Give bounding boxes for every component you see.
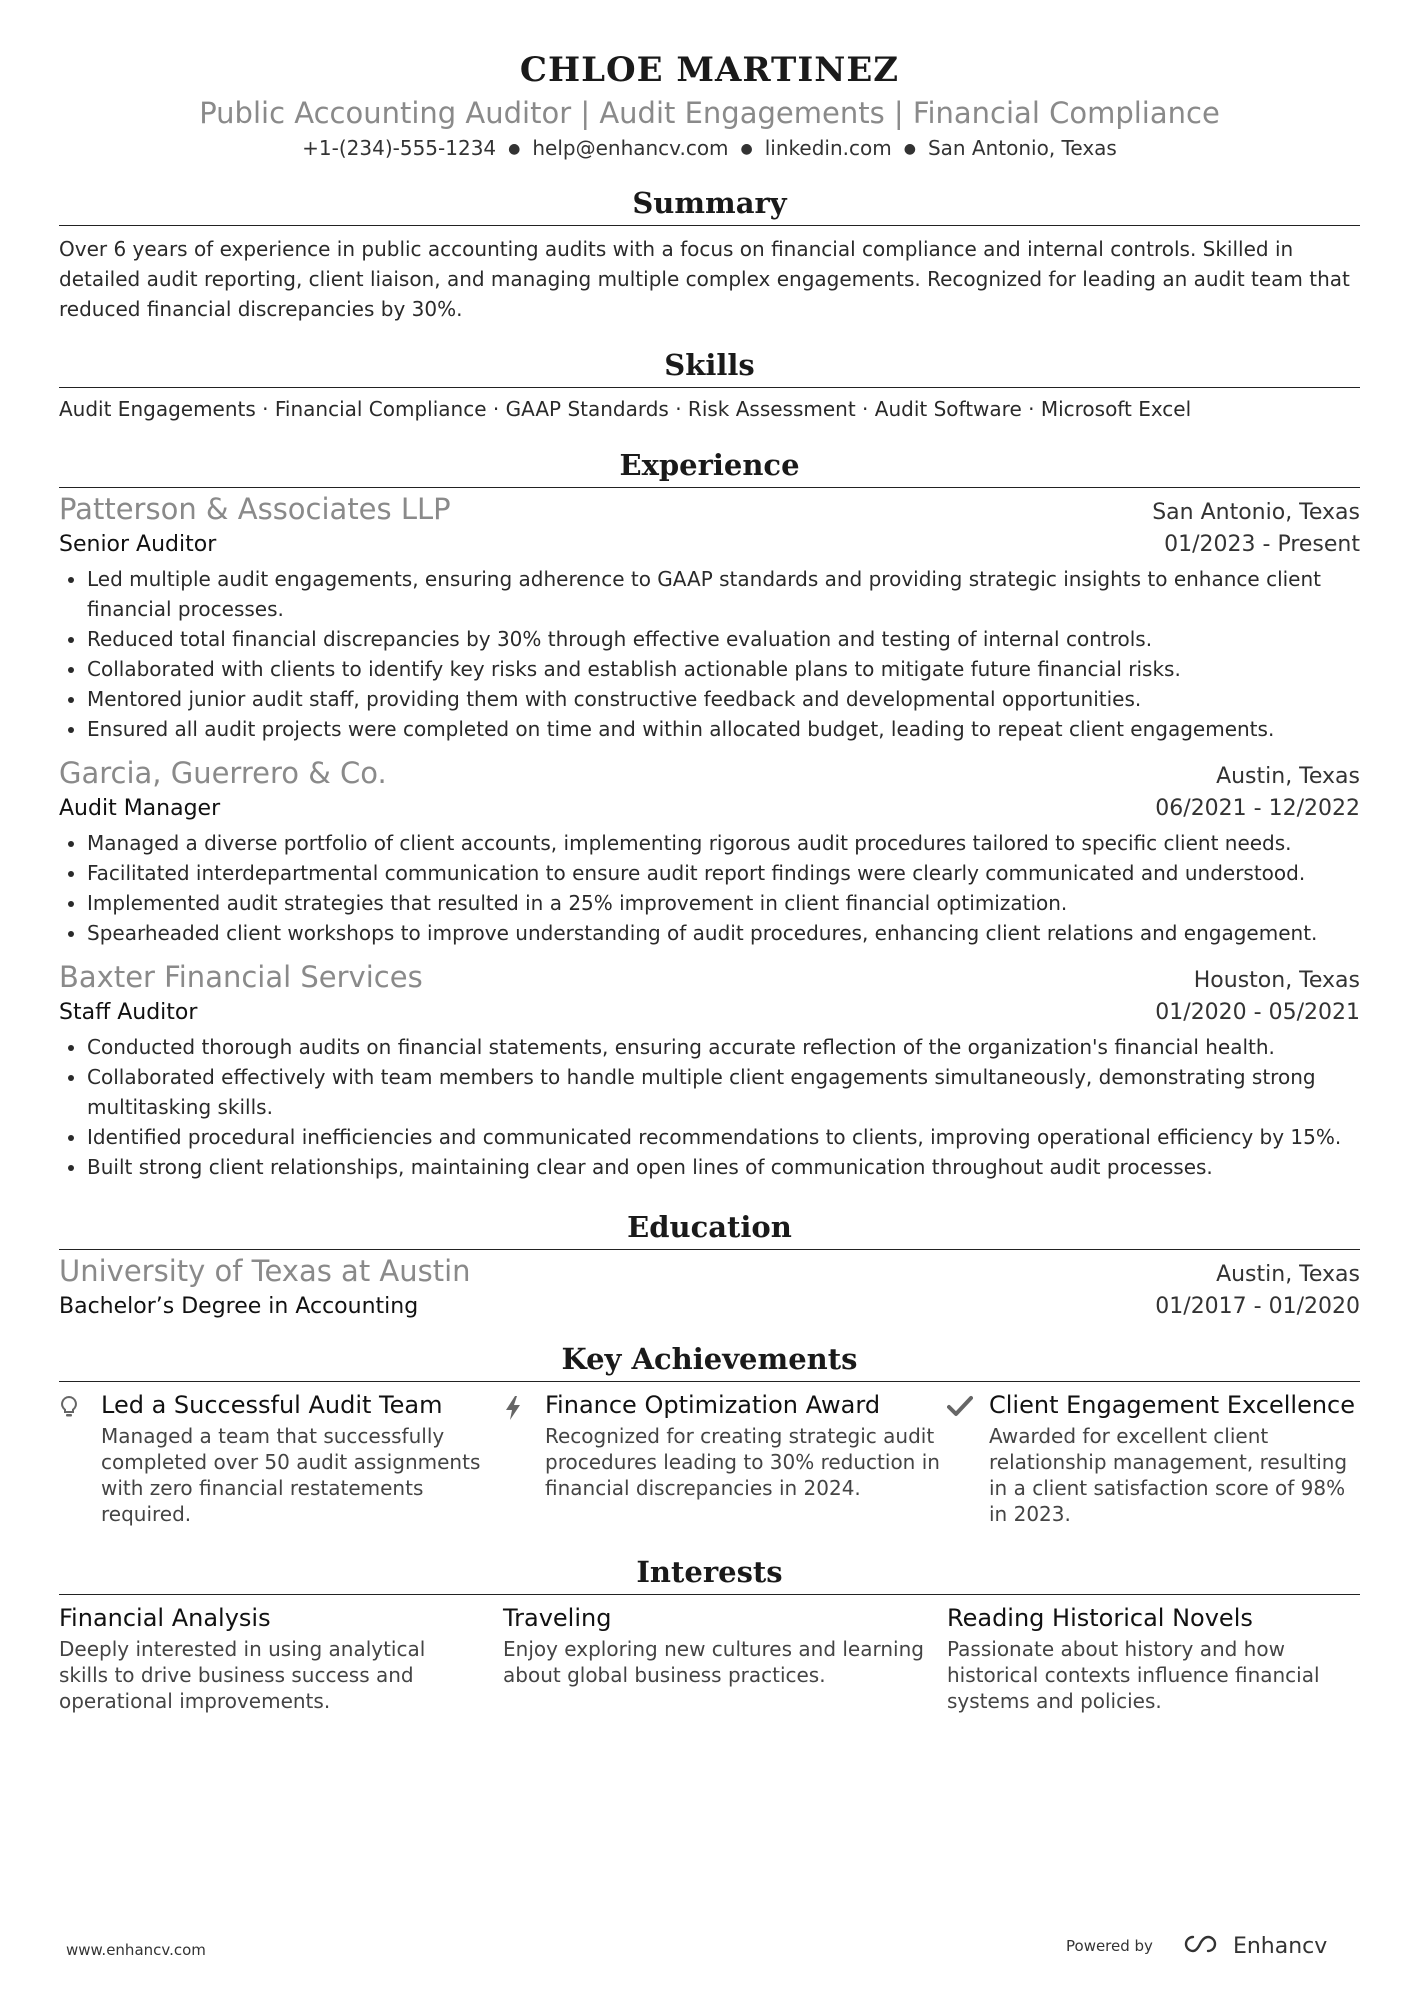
achievements-title: Key Achievements [59,1340,1360,1382]
job-location: Houston, Texas [1193,968,1360,993]
interest-item [947,1602,1360,1714]
contact-line [59,133,1360,164]
job-bullets [59,564,1360,744]
list-item: • Implemented audit strategies that resulted in a 25% improvement in client financial optimization. [87,888,1360,918]
interests-section [59,1553,1360,1714]
job-dates: 01/2020 - 05/2021 [1155,1000,1360,1025]
achievements-section [59,1340,1360,1527]
interest-desc: Deeply interested in using analytical skills to drive business success and operational improvements. [59,1637,426,1713]
phone[interactable]: +1-(234)-555-1234 [302,136,497,160]
interest-desc: Passionate about history and how historical contexts influence financial systems and policies. [947,1637,1320,1713]
job-location: Austin, Texas [1216,764,1360,789]
list-item: • Reduced total financial discrepancies by 30% through effective evaluation and testing of internal controls. [87,624,1360,654]
skills-title: Skills [59,346,1360,388]
school-location: Austin, Texas [1216,1262,1360,1287]
achievement-title: Finance Optimization Award [545,1391,881,1419]
lightning-bolt-icon [503,1389,545,1527]
list-item: • Facilitated interdepartmental communication to ensure audit report findings were clearly communicated and understood. [87,858,1360,888]
list-item: • Identified procedural inefficiencies and communicated recommendations to clients, improving operational efficiency by 15%. [87,1122,1360,1152]
interest-item [503,1602,947,1714]
job-role: Staff Auditor [59,1000,198,1025]
interest-title: Reading Historical Novels [947,1604,1253,1632]
school-name: University of Texas at Austin [59,1254,471,1288]
summary-text: Over 6 years of experience in public accounting audits with a focus on financial compliance and internal controls. Skilled in detailed audit reporting, client liaison, and managing multiple complex engagements. Recognized for leading an audit team that reduced financial discrepancies by 30%. [59,237,1350,321]
job-bullets [59,1032,1360,1182]
job-location: San Antonio, Texas [1152,500,1360,525]
list-item: • Ensured all audit projects were completed on time and within allocated budget, leading to repeat client engagements. [87,714,1360,744]
linkedin-link[interactable]: linkedin.com [764,136,892,160]
job-role: Audit Manager [59,796,221,821]
job-company: Baxter Financial Services [59,960,423,994]
education-section [59,1208,1360,1324]
summary-title: Summary [59,184,1360,226]
interest-desc: Enjoy exploring new cultures and learning about global business practices. [503,1637,924,1687]
footer-website-link[interactable]: www.enhancv.com [66,1941,206,1959]
separator-dot-icon: ● [508,141,521,157]
job-company: Patterson & Associates LLP [59,492,451,526]
list-item: • Collaborated with clients to identify key risks and establish actionable plans to mitigate future financial risks. [87,654,1360,684]
experience-section [59,446,1360,1182]
achievement-item [503,1389,947,1527]
separator-dot-icon: ● [903,141,916,157]
interests-grid [59,1602,1360,1714]
list-item: • Built strong client relationships, maintaining clear and open lines of communication throughout audit processes. [87,1152,1360,1182]
interest-title: Financial Analysis [59,1604,271,1632]
job-role: Senior Auditor [59,532,217,557]
skills-section [59,346,1360,424]
brand-name[interactable]: Enhancv [1232,1933,1328,1959]
footer-branding [1066,1933,1327,1959]
education-dates: 01/2017 - 01/2020 [1155,1294,1360,1319]
achievement-item [947,1389,1360,1527]
separator-dot-icon: ● [740,141,753,157]
job-entry [59,754,1360,948]
experience-title: Experience [59,446,1360,488]
list-item: • Managed a diverse portfolio of client accounts, implementing rigorous audit procedures tailored to specific client needs. [87,828,1360,858]
achievement-title: Led a Successful Audit Team [101,1391,443,1419]
job-bullets [59,828,1360,948]
lightbulb-icon [59,1389,101,1527]
education-title: Education [59,1208,1360,1250]
email[interactable]: help@enhancv.com [532,136,729,160]
summary-section [59,184,1360,324]
education-entry [59,1252,1360,1324]
achievement-desc: Awarded for excellent client relationship management, resulting in a client satisfaction score of 98% in 2023. [989,1424,1348,1526]
skills-list: Audit Engagements · Financial Compliance · GAAP Standards · Risk Assessment · Audit Software · Microsoft Excel [59,397,1192,421]
list-item: • Mentored junior audit staff, providing them with constructive feedback and developmental opportunities. [87,684,1360,714]
achievement-title: Client Engagement Excellence [989,1391,1355,1419]
list-item: • Led multiple audit engagements, ensuring adherence to GAAP standards and providing strategic insights to enhance client financial processes. [87,564,1360,624]
achievement-item [59,1389,503,1527]
list-item: • Conducted thorough audits on financial statements, ensuring accurate reflection of the organization's financial health. [87,1032,1360,1062]
degree: Bachelor’s Degree in Accounting [59,1294,419,1319]
job-entry [59,958,1360,1182]
achievement-desc: Managed a team that successfully completed over 50 audit assignments with zero financial restatements required. [101,1424,481,1526]
resume-page [59,48,1360,1714]
enhancv-logo-icon [1179,1933,1223,1959]
list-item: • Spearheaded client workshops to improve understanding of audit procedures, enhancing client relations and engagement. [87,918,1360,948]
list-item: • Collaborated effectively with team members to handle multiple client engagements simultaneously, demonstrating strong multitasking skills. [87,1062,1360,1122]
candidate-name: CHLOE MARTINEZ [519,50,900,90]
checkmark-icon [947,1389,989,1527]
job-dates: 01/2023 - Present [1164,532,1360,557]
interests-title: Interests [59,1553,1360,1595]
interest-item [59,1602,503,1714]
interest-title: Traveling [503,1604,612,1632]
achievements-grid [59,1389,1360,1527]
headline: Public Accounting Auditor | Audit Engagements | Financial Compliance [199,96,1220,130]
location: San Antonio, Texas [927,136,1117,160]
job-dates: 06/2021 - 12/2022 [1155,796,1360,821]
job-entry [59,490,1360,744]
achievement-desc: Recognized for creating strategic audit procedures leading to 30% reduction in financial discrepancies in 2024. [545,1424,940,1500]
job-company: Garcia, Guerrero & Co. [59,756,387,790]
powered-by-label: Powered by [1066,1937,1153,1955]
